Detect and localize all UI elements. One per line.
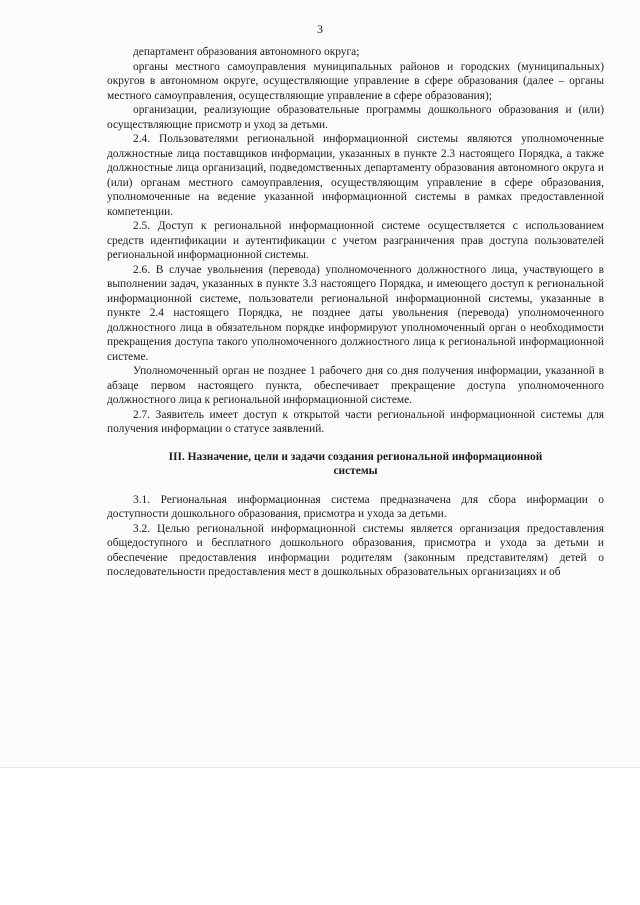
section-heading: III. Назначение, цели и задачи создания региональной информационной системы: [168, 450, 543, 477]
page-number: 3: [317, 22, 323, 36]
paragraph-2-7: 2.7. Заявитель имеет доступ к открытой части региональной информационной системы для получения информации о статусе заявлений.: [107, 408, 604, 435]
paragraph-2-6: 2.6. В случае увольнения (перевода) уполномоченного должностного лица, участвующего в выполнении задач, указанных в пункте 3.3 настоящего Порядка, и имеющего доступ к региональной информационной системе, пользователи региональной информационной системы, указанные в пункте 2.4 настоящего Порядка, не позднее даты увольнения (перевода) уполномоченного должностного лица в обязательном порядке информируют уполномоченный орган о необходимости прекращения доступа такого уполномоченного должностного лица к региональной информационной системе.: [107, 263, 604, 363]
paragraph-3-1: 3.1. Региональная информационная система предназначена для сбора информации о доступности дошкольного образования, присмотра и ухода за детьми.: [107, 493, 604, 520]
paragraph-organizations: организации, реализующие образовательные программы дошкольного образования и (или) осуществляющие присмотр и уход за детьми.: [107, 104, 604, 131]
paragraph-department: департамент образования автономного округа;: [133, 46, 360, 58]
paragraph-local-authorities: органы местного самоуправления муниципальных районов и городских (муниципальных) округов в автономном округе, осуществляющие управление в сфере образования (далее – органы местного самоуправления, осуществляющие управление в сфере образования);: [107, 60, 604, 102]
paragraph-2-4: 2.4. Пользователями региональной информационной системы являются уполномоченные должностные лица поставщиков информации, указанных в пункте 2.3 настоящего Порядка, а также должностные лица организаций, подведомственных департаменту образования автономного округа и (или) органам местного самоуправления, осуществляющим управление в сфере образования, уполномоченные на ведение указанной информационной системы в рамках предоставленной компетенции.: [107, 133, 604, 218]
document-body: [107, 45, 604, 580]
paragraph-3-2: 3.2. Целью региональной информационной системы является организация предоставления общедоступного и бесплатного дошкольного образования, присмотра и ухода за детьми и обеспечение предоставления информации родителям (законным представителям) детей о последовательности предоставления мест в дошкольных образовательных организациях и об: [107, 522, 604, 578]
paragraph-2-5: 2.5. Доступ к региональной информационной системе осуществляется с использованием средств идентификации и аутентификации с учетом разграничения прав доступа пользователей региональной информационной системы.: [107, 220, 604, 261]
paragraph-authorized-body: Уполномоченный орган не позднее 1 рабочего дня со дня получения информации, указанной в абзаце первом настоящего пункта, обеспечивает прекращение доступа уполномоченного должностного лица к региональной информационной системе.: [107, 365, 604, 406]
blank-area: [0, 768, 640, 905]
